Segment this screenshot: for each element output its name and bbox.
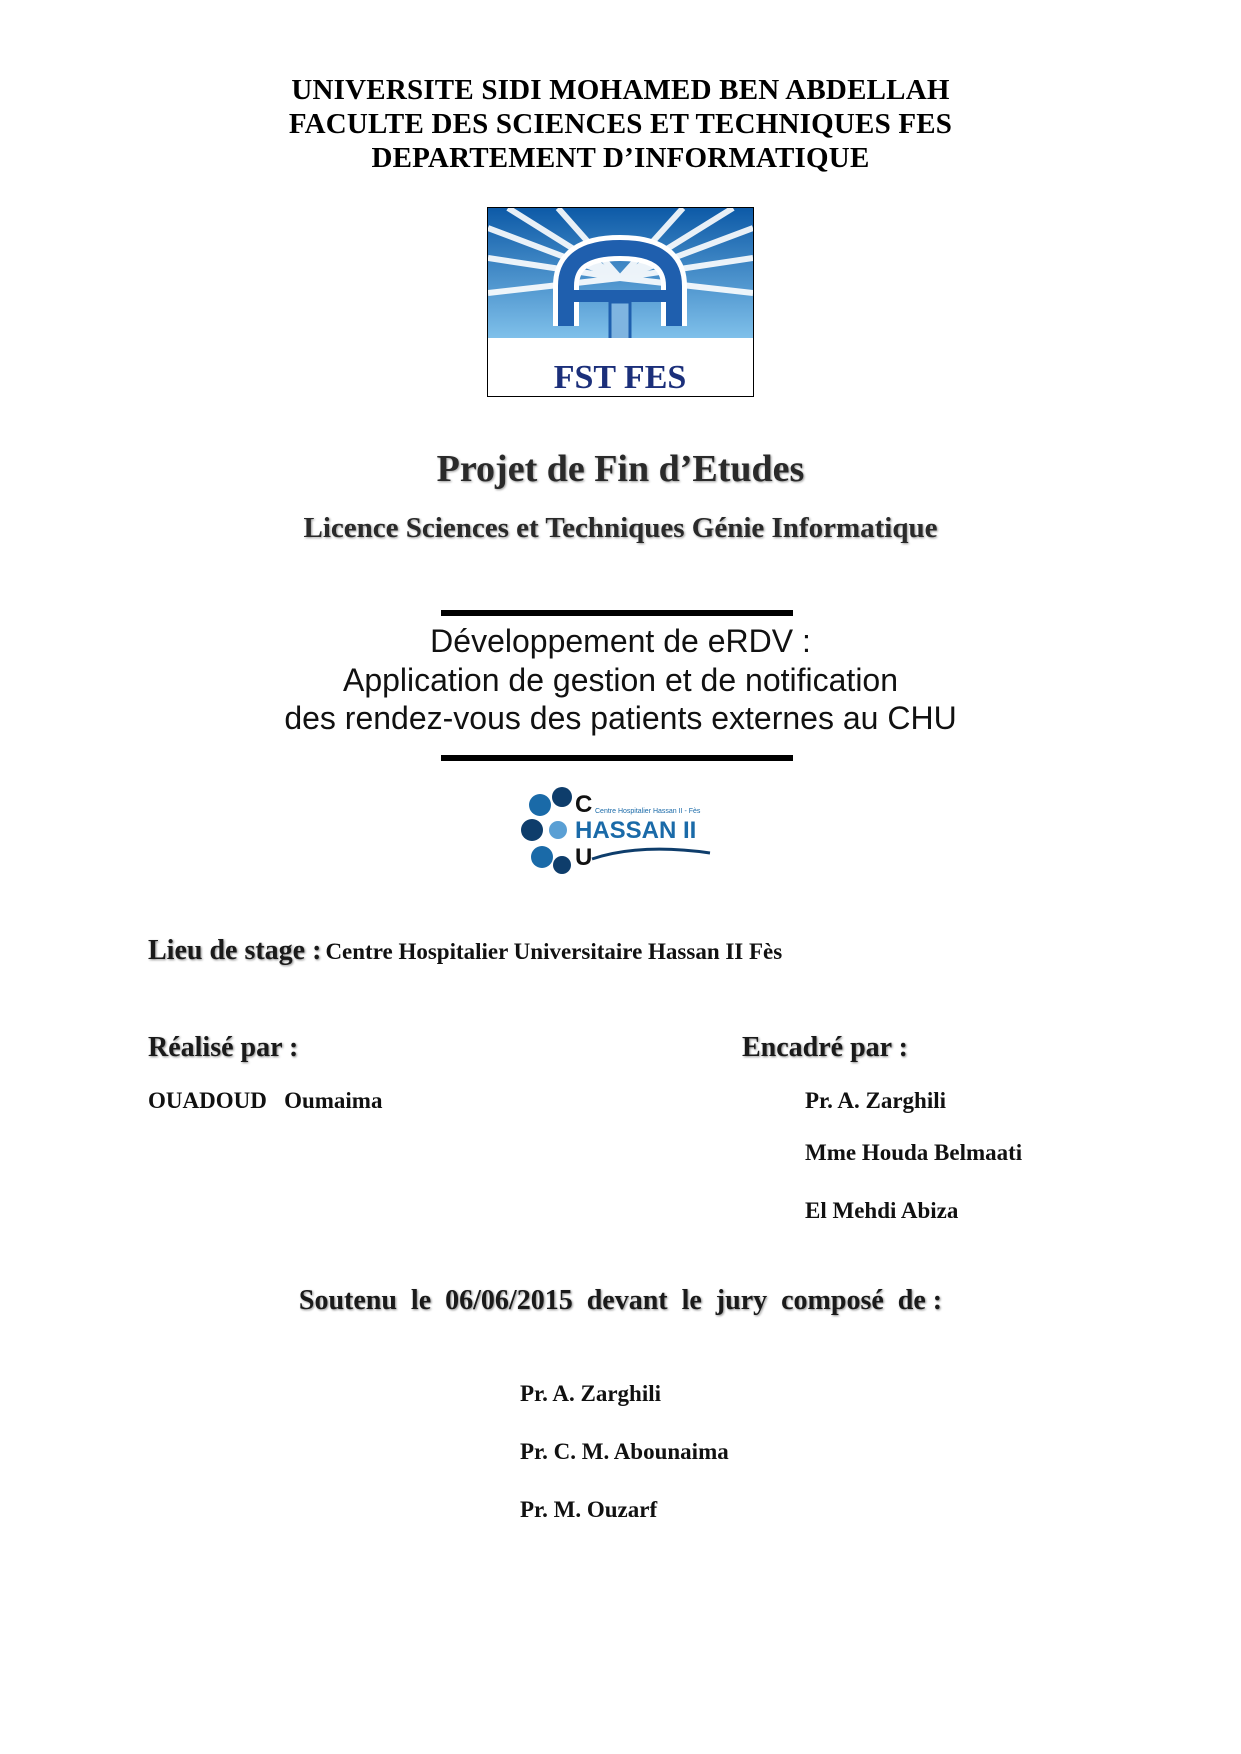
faculty-name: FACULTE DES SCIENCES ET TECHNIQUES FES [288, 108, 953, 140]
supervisor-1: Pr. A. Zarghili [805, 1088, 946, 1113]
chu-small-text: Centre Hospitalier Hassan II - Fès [595, 808, 701, 815]
project-title-line-1: Développement de eRDV : [430, 623, 811, 659]
student-name: OUADOUD Oumaima [148, 1088, 383, 1113]
supervisor-2: Mme Houda Belmaati [805, 1140, 1023, 1165]
encadre-label: Encadré par : [742, 1032, 908, 1063]
university-name: UNIVERSITE SIDI MOHAMED BEN ABDELLAH [291, 74, 950, 106]
top-rule [441, 610, 793, 616]
chu-hassan-text: HASSAN II [575, 817, 697, 844]
jury-member-2: Pr. C. M. Abounaima [520, 1439, 729, 1464]
project-title-line-2: Application de gestion et de notification [342, 662, 899, 698]
defense-statement: Soutenu le 06/06/2015 devant le jury composé de : [298, 1285, 943, 1316]
chu-hassan-ii-logo [520, 785, 720, 875]
fst-logo-text: FST FES [553, 359, 687, 396]
jury-member-3: Pr. M. Ouzarf [520, 1497, 658, 1522]
document-subtitle: Licence Sciences et Techniques Génie Informatique [303, 512, 938, 544]
supervisor-3: El Mehdi Abiza [805, 1198, 959, 1223]
internship-location [148, 935, 782, 967]
department-name: DEPARTEMENT D’INFORMATIQUE [371, 142, 870, 174]
document-title: Projet de Fin d’Etudes [436, 448, 805, 490]
project-title-line-3: des rendez-vous des patients externes au CHU [284, 700, 957, 736]
realise-label: Réalisé par : [148, 1032, 299, 1063]
internship-label: Lieu de stage : [148, 935, 322, 966]
jury-member-1: Pr. A. Zarghili [520, 1381, 661, 1406]
bottom-rule [441, 755, 793, 761]
fst-fes-logo [487, 207, 754, 397]
internship-value: Centre Hospitalier Universitaire Hassan II Fès [325, 939, 783, 964]
chu-letter-c: C [575, 791, 593, 818]
chu-letter-u: U [575, 844, 593, 871]
